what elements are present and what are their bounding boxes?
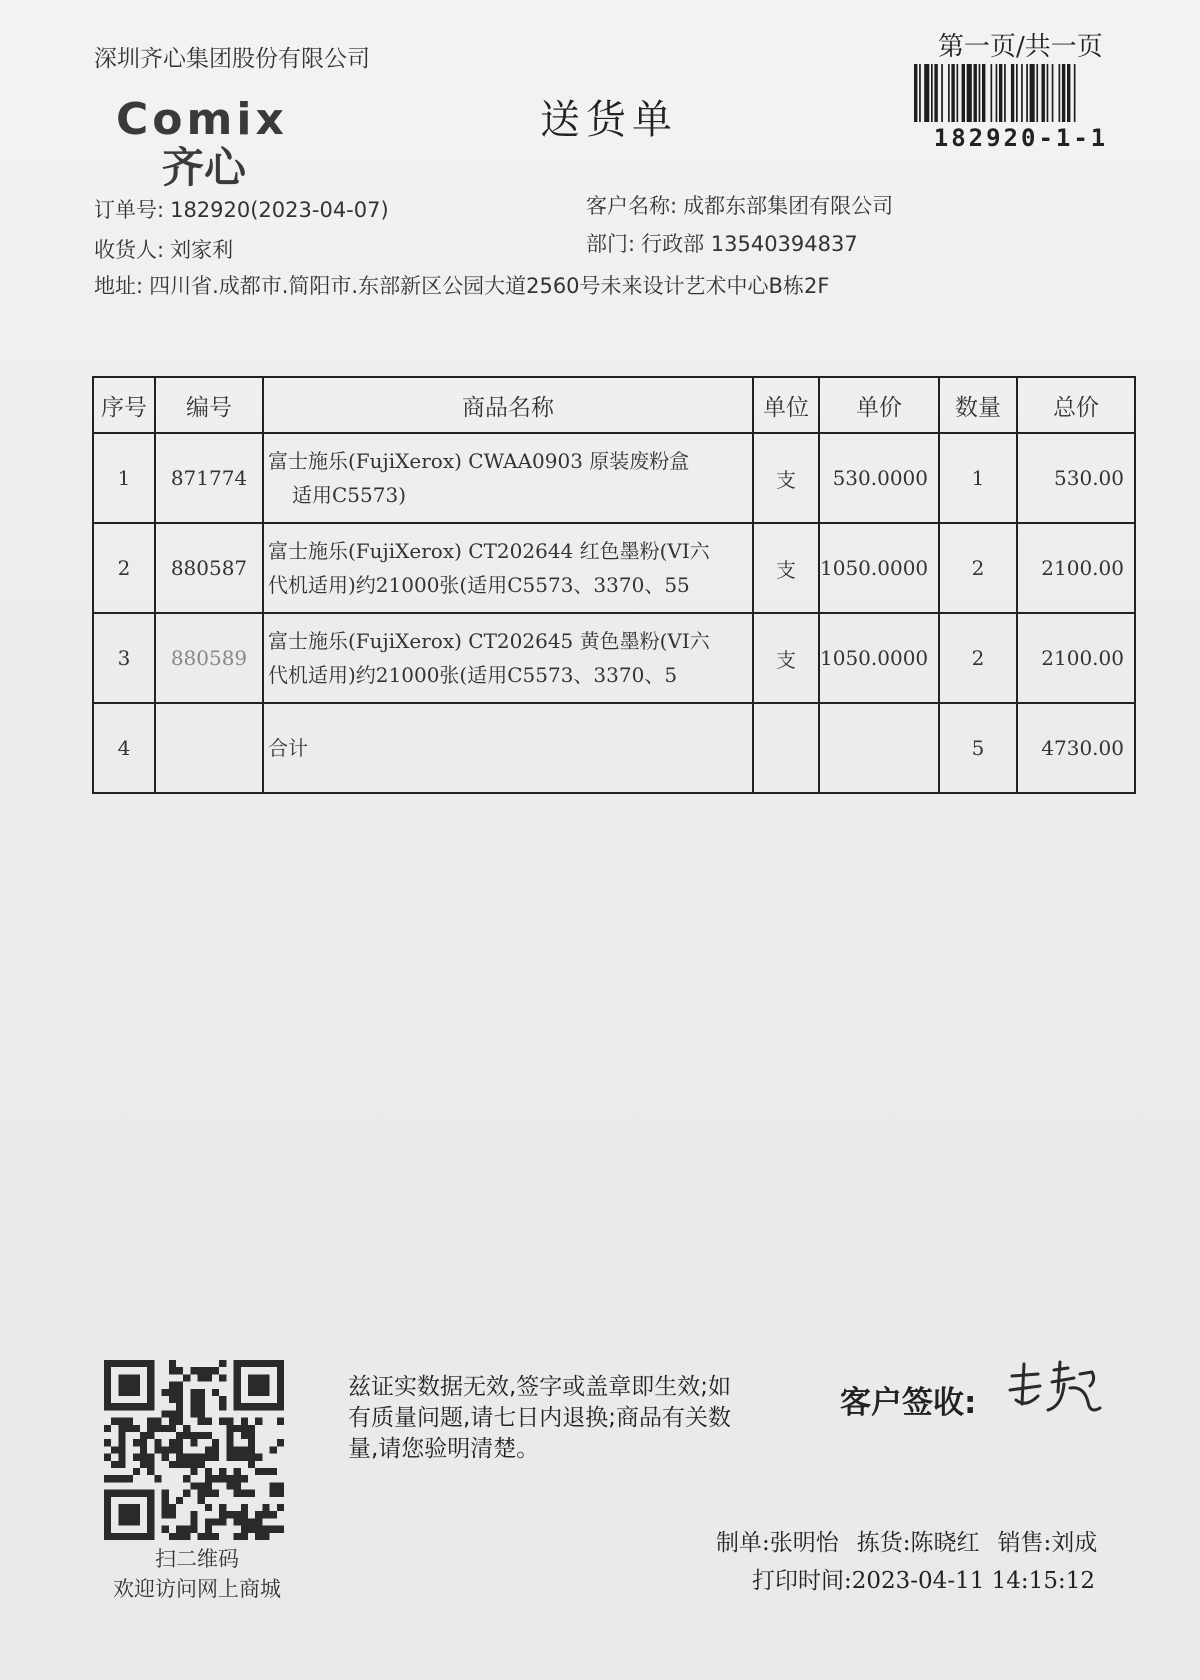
cell-seq: 4 xyxy=(93,703,155,793)
cell-seq: 3 xyxy=(93,613,155,703)
handwritten-signature xyxy=(1004,1356,1104,1420)
cell-code xyxy=(155,703,263,793)
table-row xyxy=(93,523,1135,613)
col-header-total: 总价 xyxy=(1017,377,1135,433)
cell-name: 富士施乐(FujiXerox) CWAA0903 原装废粉盒 适用C5573) xyxy=(263,433,753,523)
order-number: 订单号: 182920(2023-04-07) xyxy=(94,198,389,222)
cell-seq: 1 xyxy=(93,433,155,523)
cell-unit: 支 xyxy=(753,523,819,613)
comix-logo xyxy=(112,92,352,188)
cell-price: 530.0000 xyxy=(819,433,939,523)
cell-unit xyxy=(753,703,819,793)
cell-qty: 2 xyxy=(939,613,1017,703)
customer-sign-label: 客户签收: xyxy=(840,1385,977,1421)
cell-qty: 5 xyxy=(939,703,1017,793)
qr-caption: 扫二维码 欢迎访问网上商城 xyxy=(113,1547,281,1601)
cell-qty: 2 xyxy=(939,523,1017,613)
cell-price: 1050.0000 xyxy=(819,523,939,613)
col-header-seq: 序号 xyxy=(93,377,155,433)
cell-code: 880587 xyxy=(155,523,263,613)
sales: 销售:刘成 xyxy=(997,1530,1098,1556)
cell-total: 530.00 xyxy=(1017,433,1135,523)
col-header-name: 商品名称 xyxy=(263,377,753,433)
staff-info xyxy=(716,1524,1097,1557)
svg-text:齐心: 齐心 xyxy=(162,143,247,188)
table-header-row xyxy=(93,377,1135,433)
cell-total: 4730.00 xyxy=(1017,703,1135,793)
cell-name: 富士施乐(FujiXerox) CT202644 红色墨粉(VI六 代机适用)约21000张(适用C5573、3370、55 xyxy=(263,523,753,613)
table-total-row xyxy=(93,703,1135,793)
col-header-price: 单价 xyxy=(819,377,939,433)
svg-text:Comix: Comix xyxy=(116,94,288,145)
cell-total: 2100.00 xyxy=(1017,523,1135,613)
cell-name: 合计 xyxy=(263,703,753,793)
cell-total: 2100.00 xyxy=(1017,613,1135,703)
receiver: 收货人: 刘家利 xyxy=(94,238,234,262)
cell-name: 富士施乐(FujiXerox) CT202645 黄色墨粉(VI六 代机适用)约21000张(适用C5573、3370、5 xyxy=(263,613,753,703)
barcode-icon xyxy=(914,64,1128,122)
table-row xyxy=(93,613,1135,703)
cell-price xyxy=(819,703,939,793)
col-header-code: 编号 xyxy=(155,377,263,433)
address: 地址: 四川省.成都市.简阳市.东部新区公园大道2560号未来设计艺术中心B栋2F xyxy=(94,274,830,298)
barcode-number: 182920-1-1 xyxy=(933,124,1109,152)
col-header-unit: 单位 xyxy=(753,377,819,433)
notice-text: 兹证实数据无效,签字或盖章即生效;如有质量问题,请七日内退换;商品有关数量,请您验明清楚。 xyxy=(348,1374,732,1462)
picker: 拣货:陈晓红 xyxy=(856,1530,980,1556)
qr-code-icon xyxy=(104,1360,284,1540)
page-indicator: 第一页/共一页 xyxy=(938,32,1103,62)
cell-code: 871774 xyxy=(155,433,263,523)
table-row xyxy=(93,433,1135,523)
department: 部门: 行政部 13540394837 xyxy=(586,232,858,256)
goods-table xyxy=(92,376,1136,794)
maker: 制单:张明怡 xyxy=(716,1530,839,1556)
print-time: 打印时间:2023-04-11 14:15:12 xyxy=(752,1568,1095,1594)
col-header-qty: 数量 xyxy=(939,377,1017,433)
cell-seq: 2 xyxy=(93,523,155,613)
cell-unit: 支 xyxy=(753,433,819,523)
company-name: 深圳齐心集团股份有限公司 xyxy=(94,46,370,72)
cell-code: 880589 xyxy=(155,613,263,703)
customer-name: 客户名称: 成都东部集团有限公司 xyxy=(586,194,894,218)
cell-unit: 支 xyxy=(753,613,819,703)
cell-qty: 1 xyxy=(939,433,1017,523)
document-title: 送货单 xyxy=(540,97,678,143)
cell-price: 1050.0000 xyxy=(819,613,939,703)
